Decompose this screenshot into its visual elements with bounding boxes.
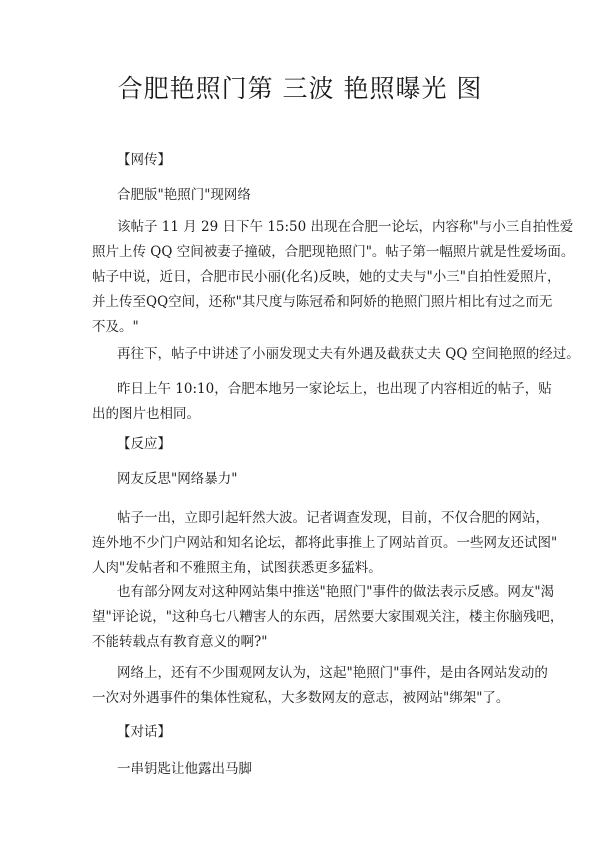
- section-heading-wangchuan: 【网传】: [117, 152, 171, 168]
- paragraph-line: 帖子中说，近日，合肥市民小丽(化名)反映，她的丈夫与"小三"自拍性爱照片，: [92, 269, 561, 285]
- paragraph-line: 网络上，还有不少围观网友认为，这起"艳照门"事件，是由各网站发动的: [117, 665, 548, 681]
- paragraph-line: 帖子一出，立即引起轩然大波。记者调查发现，目前，不仅合肥的网站，: [117, 510, 549, 526]
- paragraph-fanying-2: [92, 580, 564, 655]
- paragraph-fanying-3: [92, 661, 548, 711]
- subheading-fanying: 网友反思"网络暴力": [117, 471, 238, 487]
- page-title: 合肥艳照门第 三波 艳照曝光 图: [117, 74, 483, 103]
- section-heading-duihua: 【对话】: [117, 724, 171, 740]
- subheading-duihua: 一串钥匙让他露出马脚: [117, 761, 252, 777]
- paragraph-line: 也有部分网友对这种网站集中推送"艳照门"事件的做法表示反感。网友"渴: [117, 584, 555, 600]
- paragraph-fanying-1: [92, 506, 558, 581]
- paragraph-line: 出的图片也相同。: [92, 406, 200, 422]
- paragraph-line: 人肉"发帖者和不雅照主角，试图获悉更多猛料。: [92, 560, 382, 576]
- paragraph-wangchuan-3: [92, 377, 552, 427]
- paragraph-line: 照片上传 QQ 空间被妻子撞破，合肥现艳照门"。帖子第一幅照片就是性爱场面。: [92, 244, 575, 260]
- subheading-wangchuan: 合肥版"艳照门"现网络: [117, 187, 251, 203]
- paragraph-line: 再往下，帖子中讲述了小丽发现丈夫有外遇及截获丈夫 QQ 空间艳照的经过。: [117, 346, 580, 362]
- paragraph-line: 连外地不少门户网站和知名论坛，都将此事推上了网站首页。一些网友还试图": [92, 535, 558, 551]
- paragraph-wangchuan-2: [92, 342, 580, 367]
- paragraph-line: 并上传至QQ空间，还称"其尺度与陈冠希和阿娇的艳照门照片相比有过之而无: [92, 294, 553, 310]
- paragraph-line: 不能转载点有教育意义的啊?": [92, 634, 268, 650]
- paragraph-line: 望"评论说，"这种乌七八糟害人的东西，居然要大家围观关注，楼主你脑残吧，: [92, 609, 564, 625]
- paragraph-line: 一次对外遇事件的集体性窥私，大多数网友的意志，被网站"绑架"了。: [92, 690, 510, 706]
- section-heading-fanying: 【反应】: [117, 436, 171, 452]
- paragraph-line: 不及。": [92, 319, 139, 335]
- paragraph-line: 昨日上午 10:10，合肥本地另一家论坛上，也出现了内容相近的帖子，贴: [117, 381, 552, 397]
- paragraph-wangchuan-1: [92, 215, 575, 340]
- paragraph-line: 该帖子 11 月 29 日下午 15:50 出现在合肥一论坛，内容称"与小三自拍性爱: [117, 219, 574, 235]
